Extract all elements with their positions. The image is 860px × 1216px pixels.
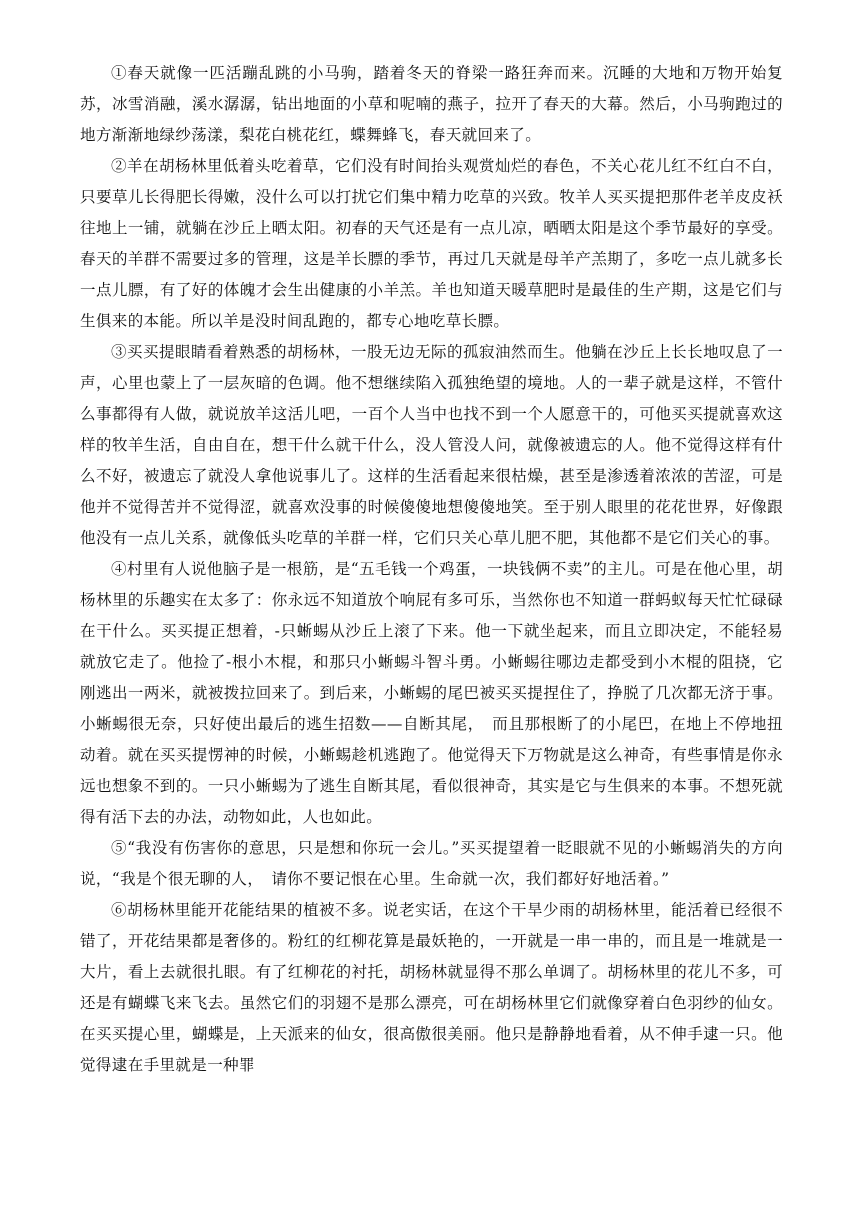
paragraph-2: ②羊在胡杨林里低着头吃着草，它们没有时间抬头观赏灿烂的春色，不关心花儿红不红白不白，只要草儿长得肥长得嫩，没什么可以打扰它们集中精力吃草的兴致。牧羊人买买提把那件老羊皮皮袄往地上一铺，就躺在沙丘上晒太阳。初春的天气还是有一点儿凉，晒晒太阳是这个季节最好的享受。春天的羊群不需要过多的管理，这是羊长膘的季节，再过几天就是母羊产羔期了，多吃一点儿就多长一点儿膘，有了好的体魄才会生出健康的小羊羔。羊也知道天暖草肥时是最佳的生产期，这是它们与生俱来的本能。所以羊是没时间乱跑的，都专心地吃草长膘。 xyxy=(80,157,783,330)
paragraph-1: ①春天就像一匹活蹦乱跳的小马驹，踏着冬天的脊梁一路狂奔而来。沉睡的大地和万物开始复苏，冰雪消融，溪水潺潺，钻出地面的小草和呢喃的燕子，拉开了春天的大幕。然后，小马驹跑过的地方渐渐地绿纱荡漾，梨花白桃花红，蝶舞蜂飞，春天就回来了。 xyxy=(80,64,783,144)
paragraph-6: ⑥胡杨林里能开花能结果的植被不多。说老实话，在这个干旱少雨的胡杨林里，能活着已经很不错了，开花结果都是奢侈的。粉红的红柳花算是最妖艳的，一开就是一串一串的，而且是一堆就是一大片，看上去就很扎眼。有了红柳花的衬托，胡杨林就显得不那么单调了。胡杨林里的花儿不多，可还是有蝴蝶飞来飞去。虽然它们的羽翅不是那么漂亮，可在胡杨林里它们就像穿着白色羽纱的仙女。在买买提心里，蝴蝶是，上天派来的仙女，很高傲很美丽。他只是静静地看着，从不伸手逮一只。他觉得逮在手里就是一种罪 xyxy=(80,901,783,1074)
paragraph-4: ④村里有人说他脑子是一根筋，是“五毛钱一个鸡蛋，一块钱俩不卖”的主儿。可是在他心里，胡杨林里的乐趣实在太多了：你永远不知道放个响屁有多可乐，当然你也不知道一群蚂蚁每天忙忙碌碌在干什么。买买提正想着，-只蜥蜴从沙丘上滚了下来。他一下就坐起来，而且立即决定，不能轻易就放它走了。他捡了-根小木棍，和那只小蜥蜴斗智斗勇。小蜥蜴往哪边走都受到小木棍的阻挠，它刚逃出一两米，就被拨拉回来了。到后来，小蜥蜴的尾巴被买买提捏住了，挣脱了几次都无济于事。小蜥蜴很无奈，只好使出最后的逃生招数——自断其尾， 而且那根断了的小尾巴，在地上不停地扭动着。就在买买提愣神的时候，小蜥蜴趁机逃跑了。他觉得天下万物就是这么神奇，有些事情是你永远也想象不到的。一只小蜥蜴为了逃生自断其尾，看似很神奇，其实是它与生俱来的本事。不想死就得有活下去的办法，动物如此，人也如此。 xyxy=(80,560,783,826)
paragraph-3: ③买买提眼睛看着熟悉的胡杨林，一股无边无际的孤寂油然而生。他躺在沙丘上长长地叹息了一声，心里也蒙上了一层灰暗的色调。他不想继续陷入孤独绝望的境地。人的一辈子就是这样，不管什么事都得有人做，就说放羊这活儿吧，一百个人当中也找不到一个人愿意干的，可他买买提就喜欢这样的牧羊生活，自由自在，想干什么就干什么，没人管没人问，就像被遗忘的人。他不觉得这样有什么不好，被遗忘了就没人拿他说事儿了。这样的生活看起来很枯燥，甚至是渗透着浓浓的苦涩，可是他并不觉得苦并不觉得涩，就喜欢没事的时候傻傻地想傻傻地笑。至于别人眼里的花花世界，好像跟他没有一点儿关系，就像低头吃草的羊群一样，它们只关心草儿肥不肥，其他都不是它们关心的事。 xyxy=(80,343,783,547)
document-body xyxy=(80,58,783,1081)
paragraph-5: ⑤“我没有伤害你的意思，只是想和你玩一会儿。”买买提望着一眨眼就不见的小蜥蜴消失的方向说，“我是个很无聊的人， 请你不要记恨在心里。生命就一次，我们都好好地活着。” xyxy=(80,839,783,888)
